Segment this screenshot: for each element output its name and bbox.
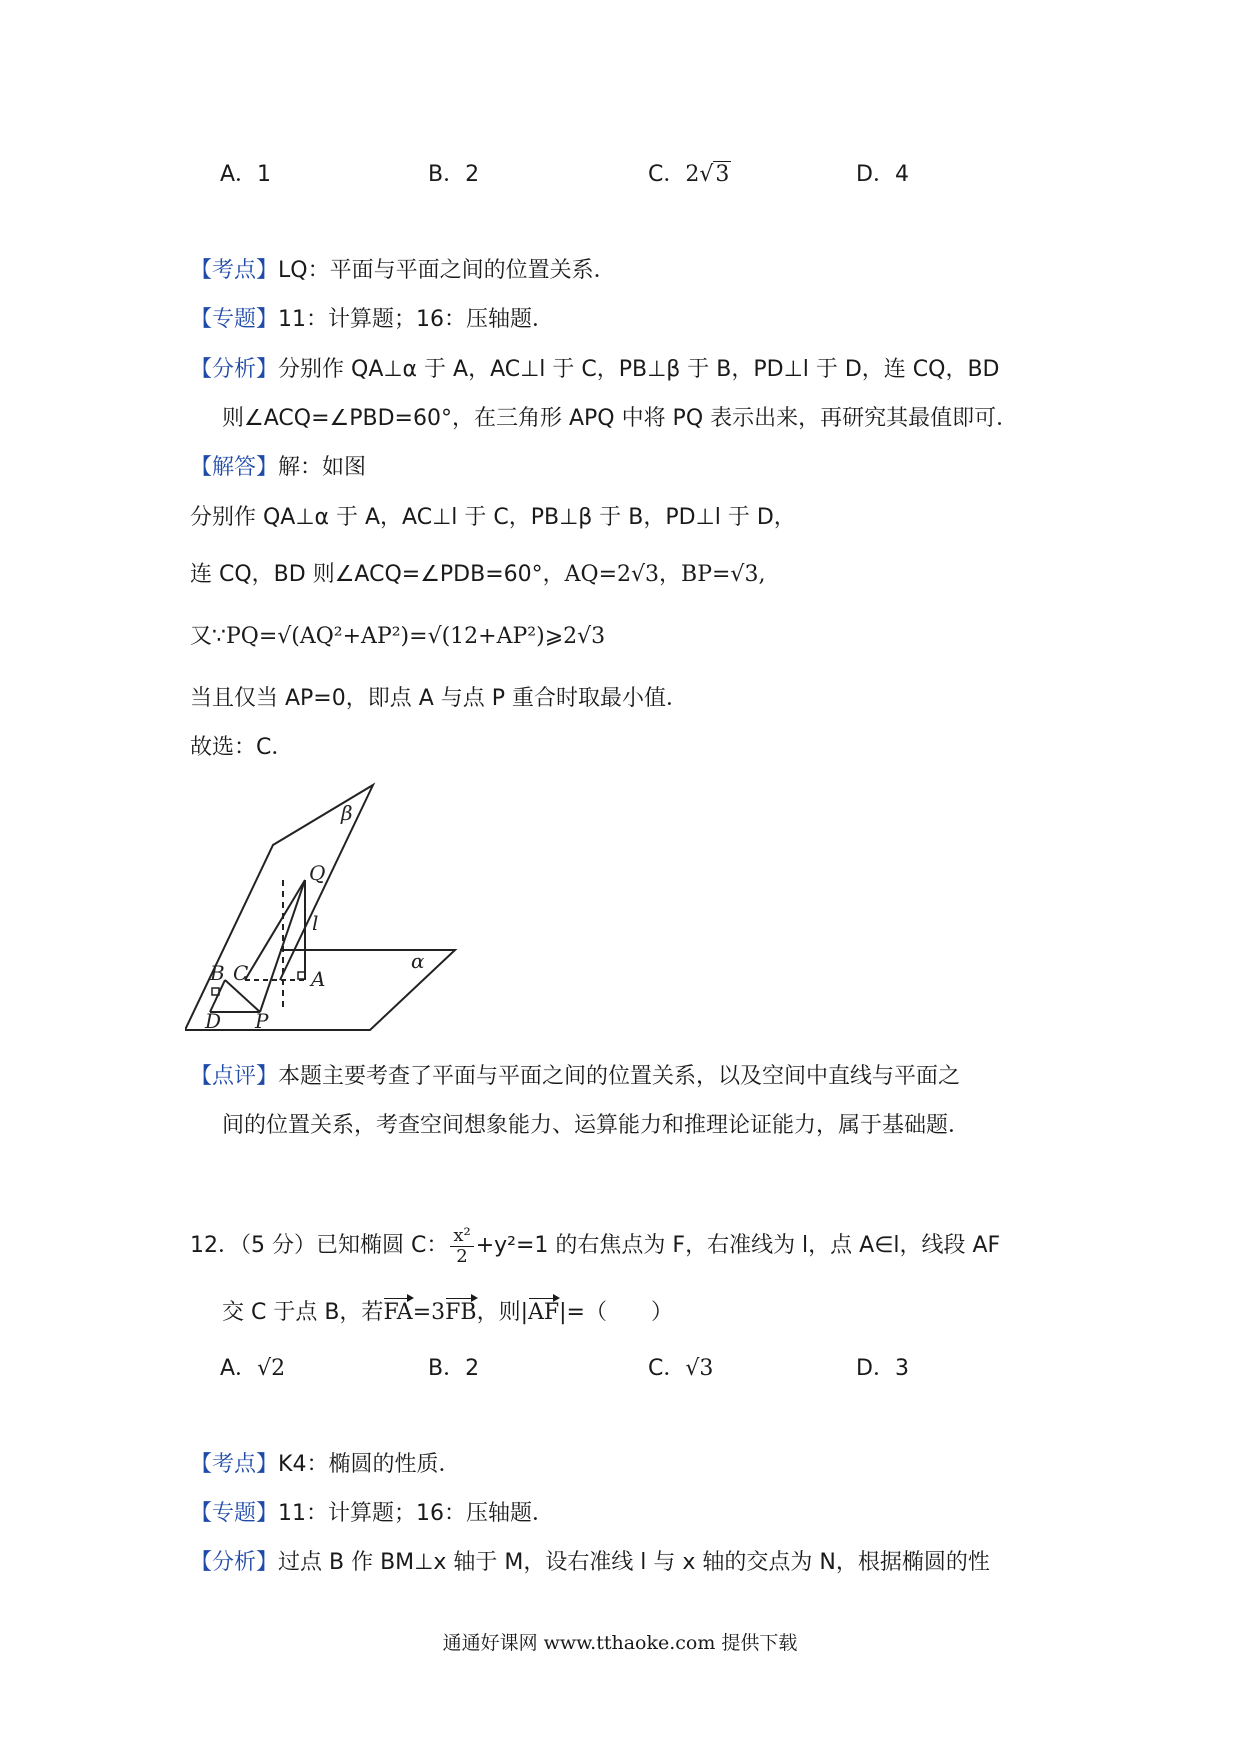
footer-source: 通通好课网 www.tthaoke.com 提供下载: [442, 1632, 798, 1654]
q11-inequality: PQ=√(AQ²+AP²)=√(12+AP²)⩾2√3: [226, 624, 606, 649]
label-p: P: [255, 1009, 269, 1033]
q11-dianping-line2: 间的位置关系，考查空间想象能力、运算能力和推理论证能力，属于基础题．: [222, 1113, 971, 1138]
q11-fenxi: 【分析】分别作 QA⊥α 于 A，AC⊥l 于 C，PB⊥β 于 B，PD⊥l 于 D，连 CQ，BD: [190, 357, 1000, 382]
label-l: l: [312, 911, 319, 935]
q11-step5: 故选：C．: [190, 735, 294, 760]
label-d: D: [205, 1009, 222, 1033]
q12-stem-line2: 交 C 于点 B，若FA=3FB，则|AF|=（ ）: [222, 1298, 673, 1328]
q11-option-c-value: 2√3: [685, 162, 730, 187]
q12-zhuanti: 【专题】11：计算题；16：压轴题．: [190, 1501, 555, 1526]
q11-option-d: D．4: [856, 162, 909, 187]
q11-zhuanti: 【专题】11：计算题；16：压轴题．: [190, 307, 555, 332]
label-c: C: [233, 961, 249, 985]
q12-option-d: D．3: [856, 1356, 909, 1381]
q12-fraction: $\frac{\text{x²}}{2}$: [450, 1226, 473, 1267]
q11-step1: 分别作 QA⊥α 于 A，AC⊥l 于 C，PB⊥β 于 B，PD⊥l 于 D，: [190, 505, 796, 530]
q11-step3: 又∵PQ=√(AQ²+AP²)=√(12+AP²)⩾2√3: [190, 624, 606, 649]
q11-option-c: C．2√3: [648, 162, 730, 187]
q12-kaodian: 【考点】K4：椭圆的性质．: [190, 1452, 461, 1477]
q11-fenxi-line2: 则∠ACQ=∠PBD=60°，在三角形 APQ 中将 PQ 表示出来，再研究其最值即可．: [222, 406, 1019, 431]
q11-option-a: A．1: [220, 162, 272, 187]
label-alpha: α: [411, 949, 425, 973]
q11-jieda: 【解答】解：如图: [190, 455, 367, 480]
q12-option-b: B．2: [428, 1356, 480, 1381]
q12-fenxi: 【分析】过点 B 作 BM⊥x 轴于 M，设右准线 l 与 x 轴的交点为 N，根据椭圆的性: [190, 1550, 990, 1575]
q11-dianping: 【点评】本题主要考查了平面与平面之间的位置关系，以及空间中直线与平面之: [190, 1064, 961, 1089]
q11-option-b: B．2: [428, 162, 480, 187]
label-a: A: [311, 967, 326, 991]
label-b: B: [210, 961, 225, 985]
q12-option-a: A．√2: [220, 1356, 286, 1381]
q11-step4: 当且仅当 AP=0，即点 A 与点 P 重合时取最小值．: [190, 686, 689, 711]
q11-step2: 连 CQ，BD 则∠ACQ=∠PDB=60°，AQ=2√3，BP=√3,: [190, 562, 766, 587]
q12-option-c: C．√3: [648, 1356, 714, 1381]
q11-kaodian: 【考点】LQ：平面与平面之间的位置关系．: [190, 258, 616, 283]
label-beta: β: [341, 801, 353, 825]
dihedral-figure: [185, 780, 465, 1040]
q12-stem: 12．（5 分）已知椭圆 C： $\frac{\text{x²}}{2}$ +y²=1 的右焦点为 F，右准线为 l，点 A∈l，线段 AF: [190, 1224, 1001, 1267]
label-q: Q: [309, 861, 326, 885]
